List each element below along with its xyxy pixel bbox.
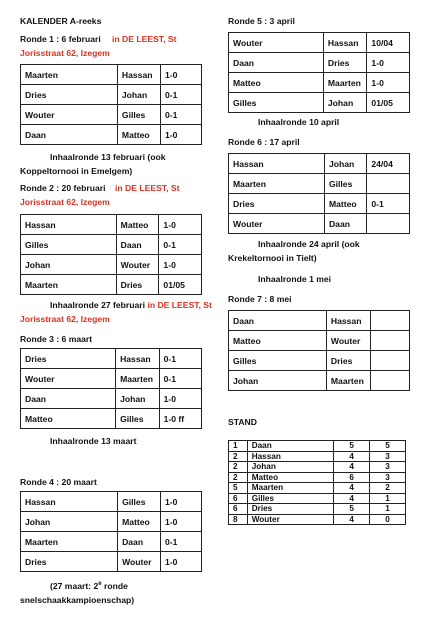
- pairing-row: [21, 215, 202, 235]
- round-4-table: [20, 491, 202, 572]
- rank: 1: [229, 441, 248, 452]
- round-5-note: Inhaalronde 10 april: [258, 117, 340, 127]
- white-player: Maarten: [21, 65, 118, 85]
- points: 1: [370, 504, 406, 515]
- pairing-row: [21, 512, 202, 532]
- games-played: 4: [334, 462, 370, 473]
- result: 1-0: [160, 512, 201, 532]
- pairing-row: [229, 371, 410, 391]
- black-player: Maarten: [323, 73, 367, 93]
- games-played: 4: [334, 483, 370, 494]
- round-1-heading: Ronde 1 : 6 februari: [20, 34, 101, 44]
- pairing-row: [229, 214, 410, 234]
- white-player: Daan: [229, 311, 327, 331]
- white-player: Johan: [21, 512, 118, 532]
- white-player: Dries: [229, 194, 325, 214]
- white-player: Maarten: [21, 532, 118, 552]
- black-player: Wouter: [326, 331, 370, 351]
- points: 1: [370, 493, 406, 504]
- round-6-note-2: Inhaalronde 1 mei: [258, 274, 332, 284]
- standings-table: [228, 440, 406, 525]
- rank: 6: [229, 504, 248, 515]
- white-player: Dries: [21, 552, 118, 572]
- round-1-table: [20, 64, 202, 145]
- player-name: Maarten: [247, 483, 334, 494]
- games-played: 4: [334, 514, 370, 525]
- rank: 6: [229, 493, 248, 504]
- player-name: Johan: [247, 462, 334, 473]
- black-player: Dries: [323, 53, 367, 73]
- pairing-row: [21, 389, 202, 409]
- points: 5: [370, 441, 406, 452]
- result: [370, 331, 410, 351]
- round-1-venue: in DE LEEST, St Jorisstraat 62, Izegem: [20, 34, 177, 58]
- white-player: Wouter: [21, 369, 116, 389]
- black-player: Gilles: [116, 409, 160, 429]
- black-player: Hassan: [323, 33, 367, 53]
- rank: 8: [229, 514, 248, 525]
- games-played: 6: [334, 472, 370, 483]
- result: 1-0: [159, 389, 201, 409]
- player-name: Matteo: [247, 472, 334, 483]
- result: 10/04: [367, 33, 410, 53]
- white-player: Gilles: [229, 93, 324, 113]
- white-player: Hassan: [21, 215, 117, 235]
- pairing-row: [21, 255, 202, 275]
- white-player: Gilles: [21, 235, 117, 255]
- white-player: Hassan: [229, 154, 325, 174]
- pairing-row: [229, 73, 410, 93]
- black-player: Matteo: [118, 512, 161, 532]
- round-6-note: Inhaalronde 24 april (ook Krekeltornooi in Tielt): [228, 239, 360, 263]
- result: 24/04: [367, 154, 410, 174]
- round-3-table: [20, 348, 202, 429]
- pairing-row: [21, 409, 202, 429]
- black-player: Matteo: [117, 125, 160, 145]
- pairing-row: [229, 174, 410, 194]
- result: 0-1: [367, 194, 410, 214]
- pairing-row: [229, 351, 410, 371]
- result: 1-0: [160, 492, 201, 512]
- black-player: Hassan: [326, 311, 370, 331]
- result: 1-0 ff: [159, 409, 201, 429]
- player-name: Dries: [247, 504, 334, 515]
- white-player: Hassan: [21, 492, 118, 512]
- standings-row: [229, 472, 406, 483]
- round-2-venue: in DE LEEST, St Jorisstraat 62, Izegem: [20, 183, 180, 207]
- player-name: Hassan: [247, 451, 334, 462]
- round-5-heading: Ronde 5 : 3 april: [228, 16, 295, 26]
- result: 01/05: [159, 275, 202, 295]
- result: 1-0: [159, 255, 202, 275]
- pairing-row: [21, 349, 202, 369]
- pairing-row: [21, 235, 202, 255]
- player-name: Wouter: [247, 514, 334, 525]
- white-player: Dries: [21, 349, 116, 369]
- result: 1-0: [161, 125, 202, 145]
- round-3-note: Inhaalronde 13 maart: [50, 436, 137, 446]
- points: 3: [370, 451, 406, 462]
- white-player: Wouter: [21, 105, 118, 125]
- standings-row: [229, 441, 406, 452]
- result: 0-1: [161, 105, 202, 125]
- result: 1-0: [159, 215, 202, 235]
- round-3-heading: Ronde 3 : 6 maart: [20, 334, 93, 344]
- pairing-row: [21, 369, 202, 389]
- pairing-row: [229, 154, 410, 174]
- games-played: 5: [334, 504, 370, 515]
- pairing-row: [229, 33, 410, 53]
- black-player: Gilles: [118, 492, 161, 512]
- standings-row: [229, 451, 406, 462]
- pairing-row: [21, 125, 202, 145]
- result: 0-1: [159, 349, 201, 369]
- white-player: Matteo: [21, 409, 116, 429]
- white-player: Dries: [21, 85, 118, 105]
- white-player: Johan: [21, 255, 117, 275]
- black-player: Gilles: [324, 174, 366, 194]
- rank: 2: [229, 451, 248, 462]
- result: [370, 311, 410, 331]
- black-player: Matteo: [116, 215, 159, 235]
- black-player: Johan: [117, 85, 160, 105]
- standings-heading: STAND: [228, 417, 257, 427]
- white-player: Johan: [229, 371, 327, 391]
- black-player: Matteo: [324, 194, 366, 214]
- black-player: Hassan: [116, 349, 160, 369]
- standings-row: [229, 514, 406, 525]
- white-player: Maarten: [229, 174, 325, 194]
- result: 0-1: [159, 369, 201, 389]
- result: 1-0: [367, 53, 410, 73]
- player-name: Gilles: [247, 493, 334, 504]
- black-player: Gilles: [117, 105, 160, 125]
- white-player: Gilles: [229, 351, 327, 371]
- round-7-table: [228, 310, 410, 391]
- result: [370, 351, 410, 371]
- points: 3: [370, 472, 406, 483]
- pairing-row: [21, 65, 202, 85]
- black-player: Dries: [116, 275, 159, 295]
- round-1-note: Inhaalronde 13 februari (ook Koppeltornooi in Emelgem): [20, 152, 166, 176]
- black-player: Hassan: [117, 65, 160, 85]
- white-player: Wouter: [229, 33, 324, 53]
- white-player: Matteo: [229, 331, 327, 351]
- games-played: 4: [334, 451, 370, 462]
- result: [370, 371, 410, 391]
- result: 1-0: [367, 73, 410, 93]
- black-player: Daan: [324, 214, 366, 234]
- standings-row: [229, 462, 406, 473]
- round-6-heading: Ronde 6 : 17 april: [228, 137, 300, 147]
- white-player: Daan: [229, 53, 324, 73]
- black-player: Wouter: [118, 552, 161, 572]
- result: 1-0: [161, 65, 202, 85]
- round-6-table: [228, 153, 410, 234]
- black-player: Johan: [116, 389, 160, 409]
- black-player: Maarten: [326, 371, 370, 391]
- result: 0-1: [159, 235, 202, 255]
- pairing-row: [21, 105, 202, 125]
- result: 0-1: [161, 85, 202, 105]
- black-player: Johan: [324, 154, 366, 174]
- points: 0: [370, 514, 406, 525]
- white-player: Maarten: [21, 275, 117, 295]
- round-2-table: [20, 214, 202, 295]
- result: [367, 174, 410, 194]
- white-player: Daan: [21, 389, 116, 409]
- round-2-heading: Ronde 2 : 20 februari: [20, 183, 106, 193]
- rank: 5: [229, 483, 248, 494]
- pairing-row: [21, 492, 202, 512]
- round-4-note: (27 maart: 2e ronde snelschaakkampioenschap): [20, 580, 135, 605]
- games-played: 4: [334, 493, 370, 504]
- white-player: Wouter: [229, 214, 325, 234]
- points: 2: [370, 483, 406, 494]
- white-player: Matteo: [229, 73, 324, 93]
- round-7-heading: Ronde 7 : 8 mei: [228, 294, 292, 304]
- round-5-table: [228, 32, 410, 113]
- pairing-row: [21, 552, 202, 572]
- rank: 2: [229, 472, 248, 483]
- pairing-row: [229, 93, 410, 113]
- white-player: Daan: [21, 125, 118, 145]
- standings-row: [229, 504, 406, 515]
- black-player: Maarten: [116, 369, 160, 389]
- black-player: Johan: [323, 93, 367, 113]
- result: [367, 214, 410, 234]
- black-player: Wouter: [116, 255, 159, 275]
- black-player: Dries: [326, 351, 370, 371]
- games-played: 5: [334, 441, 370, 452]
- pairing-row: [229, 53, 410, 73]
- result: 1-0: [160, 552, 201, 572]
- pairing-row: [229, 194, 410, 214]
- result: 01/05: [367, 93, 410, 113]
- points: 3: [370, 462, 406, 473]
- round-2-note: Inhaalronde 27 februari in DE LEEST, St Jorisstraat 62, Izegem: [20, 300, 212, 324]
- page-title: KALENDER A-reeks: [20, 16, 102, 26]
- pairing-row: [21, 532, 202, 552]
- pairing-row: [229, 331, 410, 351]
- round-4-heading: Ronde 4 : 20 maart: [20, 477, 97, 487]
- pairing-row: [229, 311, 410, 331]
- standings-row: [229, 493, 406, 504]
- pairing-row: [21, 85, 202, 105]
- pairing-row: [21, 275, 202, 295]
- rank: 2: [229, 462, 248, 473]
- black-player: Daan: [118, 532, 161, 552]
- player-name: Daan: [247, 441, 334, 452]
- result: 0-1: [160, 532, 201, 552]
- standings-row: [229, 483, 406, 494]
- black-player: Daan: [116, 235, 159, 255]
